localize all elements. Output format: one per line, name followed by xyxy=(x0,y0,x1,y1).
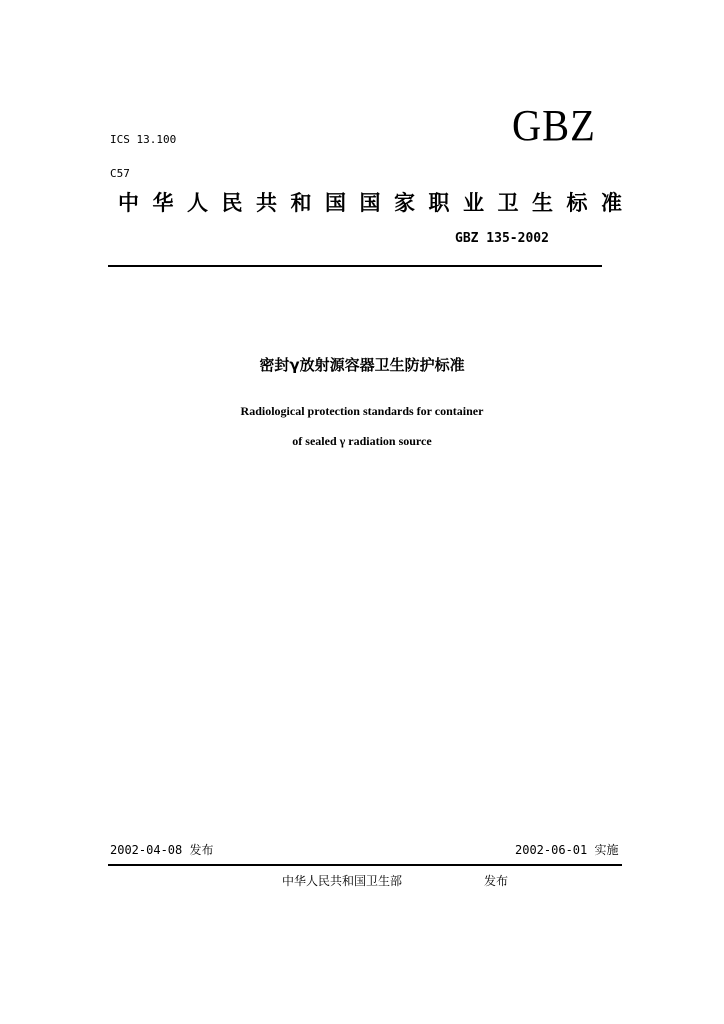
document-title-english-line-2: of sealed γ radiation source xyxy=(292,434,432,448)
gbz-logo: GBZ xyxy=(512,101,596,150)
standard-category-title: 中华人民共和国国家职业卫生标准 xyxy=(118,191,636,215)
issue-date: 2002-04-08 发布 xyxy=(110,843,214,857)
standard-number: GBZ 135-2002 xyxy=(455,231,549,246)
top-divider xyxy=(108,265,602,267)
issuing-action: 发布 xyxy=(484,874,509,888)
ics-code: ICS 13.100 xyxy=(110,133,177,146)
bottom-divider xyxy=(108,864,622,866)
document-title-chinese: 密封γ放射源容器卫生防护标准 xyxy=(259,356,465,374)
document-title-english-line-1: Radiological protection standards for container xyxy=(240,404,484,418)
ccs-code: C57 xyxy=(110,167,130,180)
implementation-date: 2002-06-01 实施 xyxy=(515,843,619,857)
issuing-authority: 中华人民共和国卫生部 xyxy=(282,874,403,888)
